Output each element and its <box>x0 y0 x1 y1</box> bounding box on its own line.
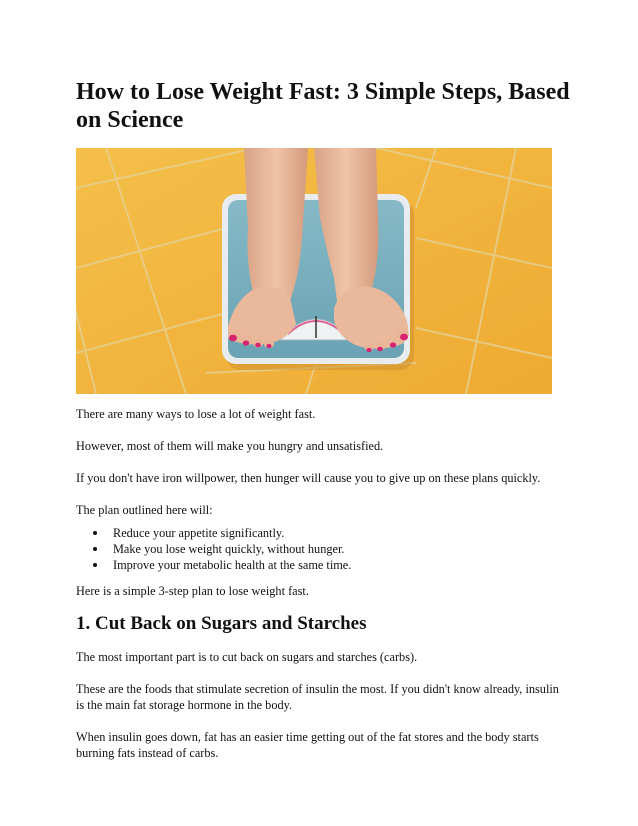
list-item <box>76 525 556 541</box>
intro-paragraph-1: There are many ways to lose a lot of weight fast. <box>76 407 316 421</box>
benefits-list <box>76 525 556 573</box>
section-paragraph-2: These are the foods that stimulate secretion of insulin the most. If you didn't know already, insulin is the main fat storage hormone in the body. <box>76 682 559 712</box>
list-item-text: Reduce your appetite significantly. <box>113 526 285 540</box>
intro-paragraph-2: However, most of them will make you hungry and unsatisfied. <box>76 439 384 453</box>
bullet-icon <box>93 547 97 551</box>
bullet-icon <box>93 531 97 535</box>
list-item-text: Improve your metabolic health at the same time. <box>113 558 352 572</box>
section-paragraph-3: When insulin goes down, fat has an easier time getting out of the fat stores and the body starts burning fats instead of carbs. <box>76 730 539 760</box>
article-title: How to Lose Weight Fast: 3 Simple Steps, Based on Science <box>76 79 570 133</box>
hero-image-feet-on-scale <box>76 148 552 394</box>
intro-paragraph-3: If you don't have iron willpower, then hunger will cause you to give up on these plans quickly. <box>76 471 541 485</box>
list-item-text: Make you lose weight quickly, without hunger. <box>113 542 345 556</box>
intro-paragraph-4: The plan outlined here will: <box>76 503 213 517</box>
list-item <box>76 541 556 557</box>
bullet-icon <box>93 563 97 567</box>
section-heading: 1. Cut Back on Sugars and Starches <box>76 613 367 634</box>
section-paragraph-1: The most important part is to cut back on sugars and starches (carbs). <box>76 650 418 664</box>
list-item <box>76 557 556 573</box>
plan-intro-paragraph: Here is a simple 3-step plan to lose weight fast. <box>76 584 309 598</box>
